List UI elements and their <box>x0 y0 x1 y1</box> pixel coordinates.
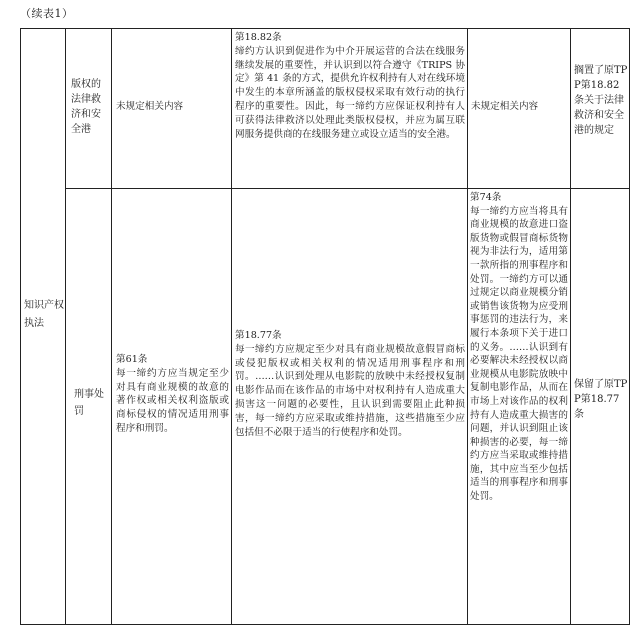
row2-note: 保留了原TPP第18.77条 <box>574 379 628 420</box>
row1-col-a: 未规定相关内容 <box>116 101 184 112</box>
row-divider <box>65 188 629 189</box>
article-heading: 第61条 <box>116 354 148 365</box>
article-heading: 第18.82条 <box>235 32 282 43</box>
row2-col-c <box>470 191 568 504</box>
row2-subject: 刑事处罚 <box>74 389 104 417</box>
article-text: 缔约方认识到促进作为中介开展运营的合法在线服务继续发展的重要性，并认识到以符合遵守《TRIPS 协定》第 41 条的方式，提供允许权利持有人对在线环境中发生的本章所涵盖的版权侵权采取有效行动的执行程序的重要性。因此，每一缔约方应保证权利持有人可获得法律救济以处理此类版权侵权，并应为属互联网服务提供商的在线服务建立或设立适当的安全港。 <box>235 45 465 140</box>
article-heading: 第18.77条 <box>235 330 282 341</box>
column-divider <box>65 29 66 624</box>
article-text: 每一缔约方应当将具有商业规模的故意进口盗版货物或假冒商标货物视为非法行为，适用第一款所指的刑事程序和处罚。一缔约方可以通过规定以商业规模分销或销售该货物为应受刑事惩罚的违法行为，来履行本条项下关于进口的义务。……认识到有必要解决未经授权以商业规模从电影院放映中复制电影作品，从而在市场上对该作品的权利持有人造成重大损害的问题，并认识到阻止该种损害的必要，每一缔约方应当采取或维持措施，其中应当至少包括适当的刑事程序和刑事处罚。 <box>470 205 568 503</box>
column-divider <box>570 29 571 624</box>
comparison-table <box>20 28 630 625</box>
table-continuation-caption: （续表1） <box>20 7 74 20</box>
category-cell: 知识产权执法 <box>24 300 64 329</box>
column-divider <box>231 29 232 624</box>
article-heading: 第74条 <box>470 192 502 203</box>
row1-note: 搁置了原TPP第18.82条关于法律救济和安全港的规定 <box>574 65 628 136</box>
column-divider <box>467 29 468 624</box>
column-divider <box>111 29 112 624</box>
row1-subject: 版权的法律救济和安全港 <box>71 79 101 135</box>
row2-col-b <box>235 329 465 439</box>
article-text: 每一缔约方应规定至少对具有商业规模故意假冒商标或侵犯版权或相关权利的情况适用刑事程序和刑罚。……认识到处理从电影院的放映中未经授权复制电影作品而在该作品的市场中对权利持有人造成重大损害这一问题的必要性，且认识到需要阻止此种损害，每一缔约方应采取或维持措施，这些措施至少应包括但不必限于适当的行使程序和处罚。 <box>235 343 465 438</box>
row1-col-b <box>235 31 465 141</box>
row1-col-c: 未规定相关内容 <box>471 101 539 112</box>
row2-col-a <box>116 353 229 436</box>
article-text: 每一缔约方应当规定至少对具有商业规模的故意的著作权或相关权利盗版或商标侵权的情况适用刑事程序和刑罚。 <box>116 367 229 434</box>
